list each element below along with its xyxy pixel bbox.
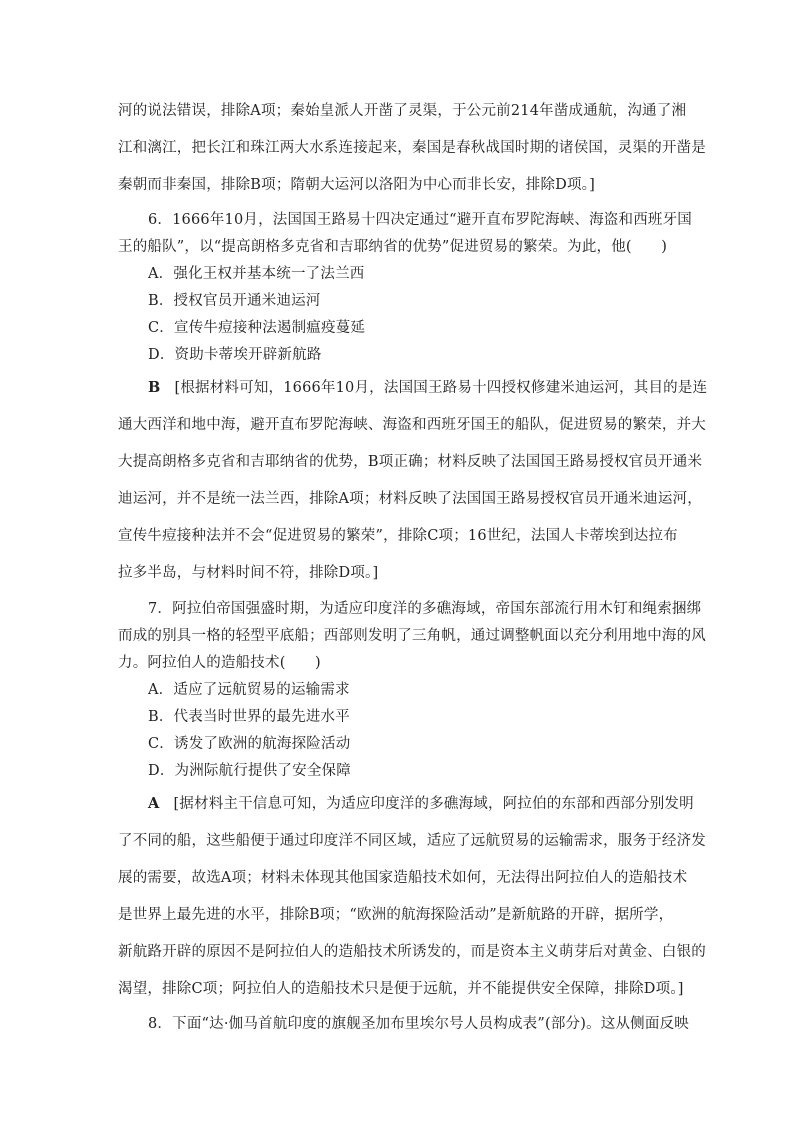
line-text: 宣传牛痘接种法并不会“促进贸易的繁荣”，排除C项；16世纪，法国人卡蒂埃到达拉布: [118, 528, 678, 544]
line-text: 王的船队”，以“提高朗格多克省和吉耶纳省的优势”促进贸易的繁荣。为此，他( ): [118, 239, 668, 255]
text-line: [148, 705, 708, 726]
line-text: C．宣传牛痘接种法遏制瘟疫蔓延: [148, 320, 366, 336]
line-text: [据材料主干信息可知，为适应印度洋的多礁海域，阿拉伯的东部和西部分别发明: [173, 796, 694, 812]
answer-letter: A: [148, 795, 160, 812]
text-line: [118, 829, 706, 850]
text-line: [148, 732, 708, 753]
line-text: B．代表当时世界的最先进水平: [148, 709, 350, 725]
text-line: [118, 413, 706, 434]
line-text: D．资助卡蒂埃开辟新航路: [148, 347, 322, 363]
text-line: [148, 376, 708, 397]
text-line: [148, 1012, 708, 1033]
text-line: [148, 289, 708, 310]
text-line: [148, 792, 708, 813]
line-text: 力。阿拉伯人的造船技术( ): [118, 655, 321, 671]
text-line: [118, 136, 706, 157]
text-line: [118, 235, 678, 256]
text-line: [148, 597, 708, 618]
text-line: [118, 99, 687, 120]
line-text: 河的说法错误，排除A项；秦始皇派人开凿了灵渠，于公元前214年凿成通航，沟通了湘: [118, 103, 687, 119]
text-line: [148, 759, 708, 780]
line-text: 通大西洋和地中海，避开直布罗陀海峡、海盗和西班牙国王的船队，促进贸易的繁荣，并大: [118, 417, 706, 433]
text-line: [118, 977, 684, 998]
line-text: 拉多半岛，与材料时间不符，排除D项。]: [118, 565, 379, 581]
line-text: 迪运河，并不是统一法兰西，排除A项；材料反映了法国国王路易授权官员开通米迪运河，: [118, 491, 702, 507]
line-text: 7．阿拉伯帝国强盛时期，为适应印度洋的多礁海域，帝国东部流行用木钉和绳索捆绑: [148, 601, 702, 617]
text-line: [148, 678, 708, 699]
line-text: B．授权官员开通米迪运河: [148, 293, 321, 309]
text-line: [148, 208, 708, 229]
line-text: C．诱发了欧洲的航海探险活动: [148, 736, 351, 752]
text-line: [118, 524, 678, 545]
line-text: 新航路开辟的原因不是阿拉伯人的造船技术所诱发的，而是资本主义萌芽后对黄金、白银的: [118, 944, 706, 960]
text-line: [118, 173, 678, 194]
line-text: 6．1666年10月，法国国王路易十四决定通过“避开直布罗陀海峡、海盗和西班牙国: [148, 212, 692, 228]
line-text: 展的需要，故选A项；材料未体现其他国家造船技术如何，无法得出阿拉伯人的造船技术: [118, 870, 688, 886]
text-line: [118, 940, 706, 961]
text-line: [148, 262, 708, 283]
line-text: [根据材料可知，1666年10月，法国国王路易十四授权修建米迪运河，其目的是连: [174, 380, 708, 396]
text-line: [118, 651, 678, 672]
line-text: 而成的别具一格的轻型平底船；西部则发明了三角帆，通过调整帆面以充分利用地中海的风: [118, 628, 706, 644]
line-text: 8．下面“达·伽马首航印度的旗舰圣加布里埃尔号人员构成表”(部分)。这从侧面反映: [148, 1016, 689, 1032]
line-text: 是世界上最先进的水平，排除B项；“欧洲的航海探险活动”是新航路的开辟，据所学，: [118, 907, 674, 923]
line-text: A．适应了远航贸易的运输需求: [148, 682, 350, 698]
text-line: [118, 624, 706, 645]
text-line: [118, 450, 703, 471]
text-line: [118, 487, 702, 508]
line-text: 了不同的船，这些船便于通过印度洋不同区域，适应了远航贸易的运输需求，服务于经济发: [118, 833, 706, 849]
line-text: 大提高朗格多克省和吉耶纳省的优势，B项正确；材料反映了法国国王路易授权官员开通米: [118, 454, 703, 470]
answer-letter: B: [148, 379, 161, 396]
line-text: D．为洲际航行提供了安全保障: [148, 763, 351, 779]
line-text: 渴望，排除C项；阿拉伯人的造船技术只是便于远航，并不能提供安全保障，排除D项。]: [118, 981, 684, 997]
line-text: 秦朝而非秦国，排除B项；隋朝大运河以洛阳为中心而非长安，排除D项。]: [118, 177, 595, 193]
text-line: [148, 343, 708, 364]
text-line: [118, 903, 678, 924]
text-line: [118, 866, 688, 887]
text-line: [118, 561, 678, 582]
line-text: 江和漓江，把长江和珠江两大水系连接起来，秦国是春秋战国时期的诸侯国，灵渠的开凿是: [118, 140, 706, 156]
text-line: [148, 316, 708, 337]
line-text: A．强化王权并基本统一了法兰西: [148, 266, 365, 282]
